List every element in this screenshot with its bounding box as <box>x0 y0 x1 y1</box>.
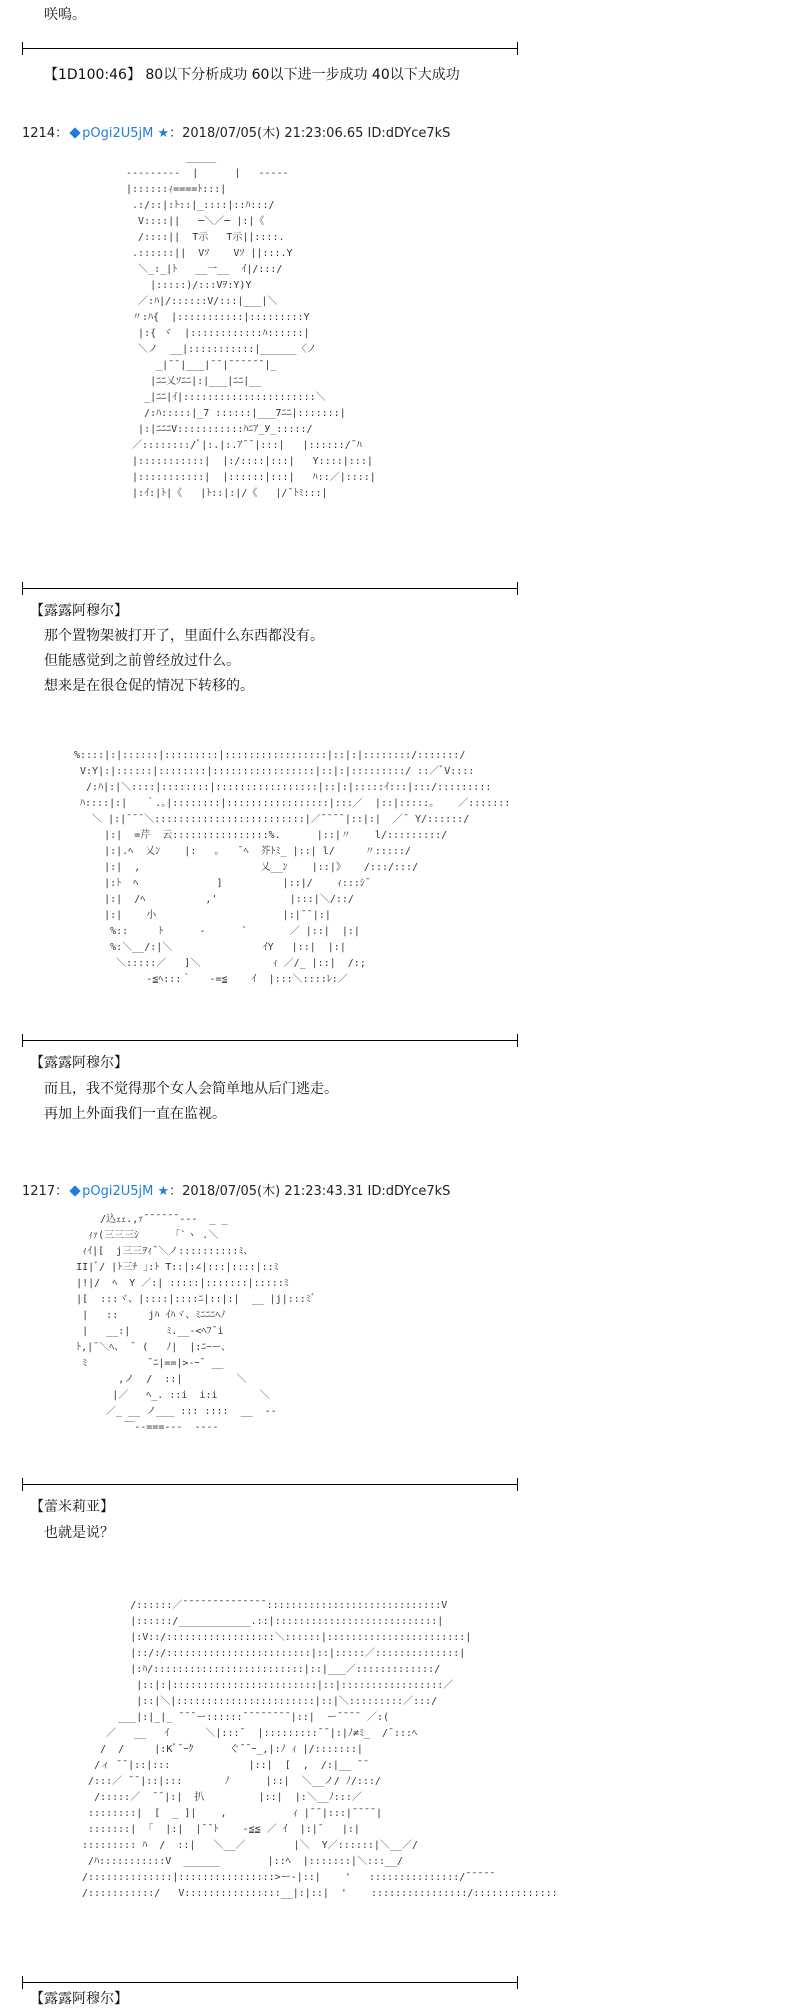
post-datetime: ：2018/07/05(木) 21:23:43.31 ID:dDYce7kS <box>169 1184 451 1199</box>
ascii-art-4: /::::::／¯¯¯¯¯¯¯¯¯¯¯¯¯¯:::::::::::::::::::::::::::::V |::::::/____________.::|:::::::::::::::::::::::::::| |:V::/::::::::::::::::::＼::::::|:::::::::::::::::::::::| |::/:/::::::::::::::::::::::::|::|:::::／::::::::::::::| |:ﾊ/:::::::::::::::::::::::::|::|___／:::::::::::::/ |::|:|::::::::::::::::::::::::|::|:::::::::::::::::／ |::|＼|:::::::::::::::::::::::|::|＼:::::::::／:::/ ___|:|_|_ ¯¯¯ー::::::¯¯¯¯¯¯¯¯|::| ー¯¯¯¯ ／:( ／ __ ｲ ＼|:::¯ |:::::::::¯¯|:|ﾉ≠ﾐ_ /¯:::ﾍ / / |:Kﾞ¯ｰｸ ぐ¯¯ｰ_,|:ﾉ ｨ |/:::::::| /ィ ¯¯|::|::: |::| [ , /:|__ ¯¯ /:::／ ¯¯|::|::: ﾉ |::| ＼__ノ/ ﾉ/:::/ /:::::／ ¯¯|:| 扒 |::| |:＼__ﾉ:::／ ::::::::| [ _ ]| , ｨ |¯¯|:::|¯¯¯¯| :::::::| ｢ |:| |¯¯ﾄ -≦≦ ／ ｲ |:|¯ |:| ::::::::: ﾊ / ::| ＼__／ |＼ Y／::::::|＼__／/ /ﾊ:::::::::::V ______ |::ﾍ |:::::::|＼:::__/ /::::::::::::::|::::::::::::::::>ー-|::| ' :::::::::::::::/¯¯¯¯¯ /:::::::::::/ V::::::::::::::::__|:|::| ' ::::::::::::::::/:::::::::::::: <box>82 1600 558 1899</box>
separator <box>22 1484 518 1485</box>
dialog-line: 那个置物架被打开了，里面什么东西都没有。 <box>44 628 324 644</box>
post-number: 1214： <box>22 126 69 141</box>
speaker-name: 【露露阿穆尔】 <box>30 603 128 619</box>
diamond-icon <box>69 1185 80 1196</box>
separator <box>22 1040 518 1041</box>
dialog-line: 而且，我不觉得那个女人会简单地从后门逃走。 <box>44 1081 338 1097</box>
dialog-line: 再加上外面我们一直在监视。 <box>44 1106 226 1122</box>
ascii-art-1: _____ --------- | | ----- |::::::ｨ====ﾄ:::| .:/::|:ﾄ::|_::::|::ﾊ:::/ V::::|| ─＼／─ |:|《 /::::|| T示 T示||::::. .::::::|| Vｿ Vｿ ||:::.Y ＼_:_|ﾄ __一__ ｲ|/:::/ |:::::)/:::Vｦ:Y)Y ／:ﾊ|/::::::V/:::|___|＼ 〃:ﾊ{ |:::::::::::|:::::::::Y |:{ ヾ |::::::::::::ﾊ::::::| ＼ノ __|:::::::::::|______〈ノ _|¯¯|___|¯¯|¯¯¯¯¯¯|_ |ﾆﾆ乂ｿﾆﾆ|:|___|ﾆﾆ|__ _|ﾆﾆ|ｲ|::::::::::::::::::::::＼ /:ﾊ:::::|_7 ::::::|___7ﾆﾆ|:::::::| |:|ﾆﾆﾆV:::::::::::ﾊﾆｱ_У_:::::/ ／::::::::/ﾞ|:.|:.ｱ¯¯|:::| |::::::/¯ﾊ |:::::::::::| |:/::::|:::| Y::::|:::| |:::::::::::| |::::::|:::| ﾊ::／|::::| |:ｲ:|ﾄ|《 |ﾄ::|:|/《 |/¯ﾄﾐ:::| <box>126 152 376 499</box>
diamond-icon <box>69 127 80 138</box>
separator <box>22 1982 518 1983</box>
separator <box>22 588 518 589</box>
ascii-art-2: %::::|:|::::::|:::::::::|:::::::::::::::::|::|:|::::::::/:::::::/ V:Y|:|::::::|::::::::|:::::::::::::::::|::|:|:::::::::/ ::／ﾞV:::: /:ﾊ|:|＼::::|::::::::|:::::::::::::::::|::|:|:::::ｲ:::|:::/::::::::: ﾊ::::|:| ｀.｡|::::::::|:::::::::::::::::|:::／ |::|:::::｡ ／::::::: ＼ |:|¯¯¯＼:::::::::::::::::::::::::|／¯¯¯¯|::|:| ／¯ Y/::::::/ |:| =芹 云::::::::::::::::%. |::|〃 l/:::::::::/ |:|.ﾍ 乂ﾝ |: ｡ ¯ﾍ 芥ﾄﾐ_ |::| l/ 〃:::::/ |:| , 乂__ﾝ |::|》 /:::/:::/ |:ﾄ ﾍ ] |::|/ ｨ:::ｼ¯ |:| /ﾍ ,' |:::|＼/::/ |:| 小 |:|¯¯|:| %:: ﾄ - ` ／ |::| |:| %:＼__/:|＼ ｲY |::| |:| ＼:::::／ ]＼ ｨ ／/_ |::| /:; -≦ﾍ:::｀ -=≦ ｲ |:::＼::::ﾚ:／ <box>74 750 511 985</box>
post-header <box>22 122 450 141</box>
trip-code[interactable]: pOgi2U5jM <box>82 1184 154 1199</box>
speaker-name: 【露露阿穆尔】 <box>30 1055 128 1071</box>
post-number: 1217： <box>22 1184 69 1199</box>
ascii-art-3: /込ｪｪ.,ｧ¯¯¯¯¯¯--- _ _ ｨｧ(三三三ｼ ｢`ヽ .＼ ｨｲ|[ j三三ｦｨ¯＼ノ::::::::::ﾐ、 II|ﾞ/ |ﾄ三ﾁ ｣:ﾄ T::|:∠|:::|::::|::ﾐ |!|/ ﾍ Y ／:| :::::|:::::::|:::::ﾐ |[ :::ヾ、|::::|::::ﾆ|::|:| __ |j|:::ﾐﾞ | :: jﾊ ｲﾊヾ、ﾐﾆﾆﾆﾍﾉ | __:| ﾐ.__-<ﾍﾌ¯i ﾄ,|¯＼ﾍ、 ¯ ( ﾉ| |:ﾆｰー、 ﾐ ¯ﾆ|==|>-ｰ¯ __ ,ノ / ::| ＼ |／ ﾍ_. ::i i:i ＼ ／_ __ ノ___ ::: :::: __ -- ￣--===--- ---- <box>76 1214 316 1433</box>
speaker-name: 【蕾米莉亚】 <box>30 1499 114 1515</box>
trip-code[interactable]: pOgi2U5jM <box>82 126 154 141</box>
star-icon: ★ <box>157 1184 170 1199</box>
dialog-line: 想来是在很仓促的情况下转移的。 <box>44 678 254 694</box>
dice-result: 【1D100:46】 80以下分析成功 60以下进一步成功 40以下大成功 <box>44 67 460 83</box>
top-text: 咲嗚。 <box>44 7 86 23</box>
post-datetime: ：2018/07/05(木) 21:23:06.65 ID:dDYce7kS <box>169 126 451 141</box>
separator <box>22 48 518 49</box>
star-icon: ★ <box>157 126 170 141</box>
dialog-line: 也就是说？ <box>44 1525 114 1541</box>
speaker-name: 【露露阿穆尔】 <box>30 1991 128 2007</box>
dialog-line: 但能感觉到之前曾经放过什么。 <box>44 653 240 669</box>
post-header <box>22 1180 450 1199</box>
